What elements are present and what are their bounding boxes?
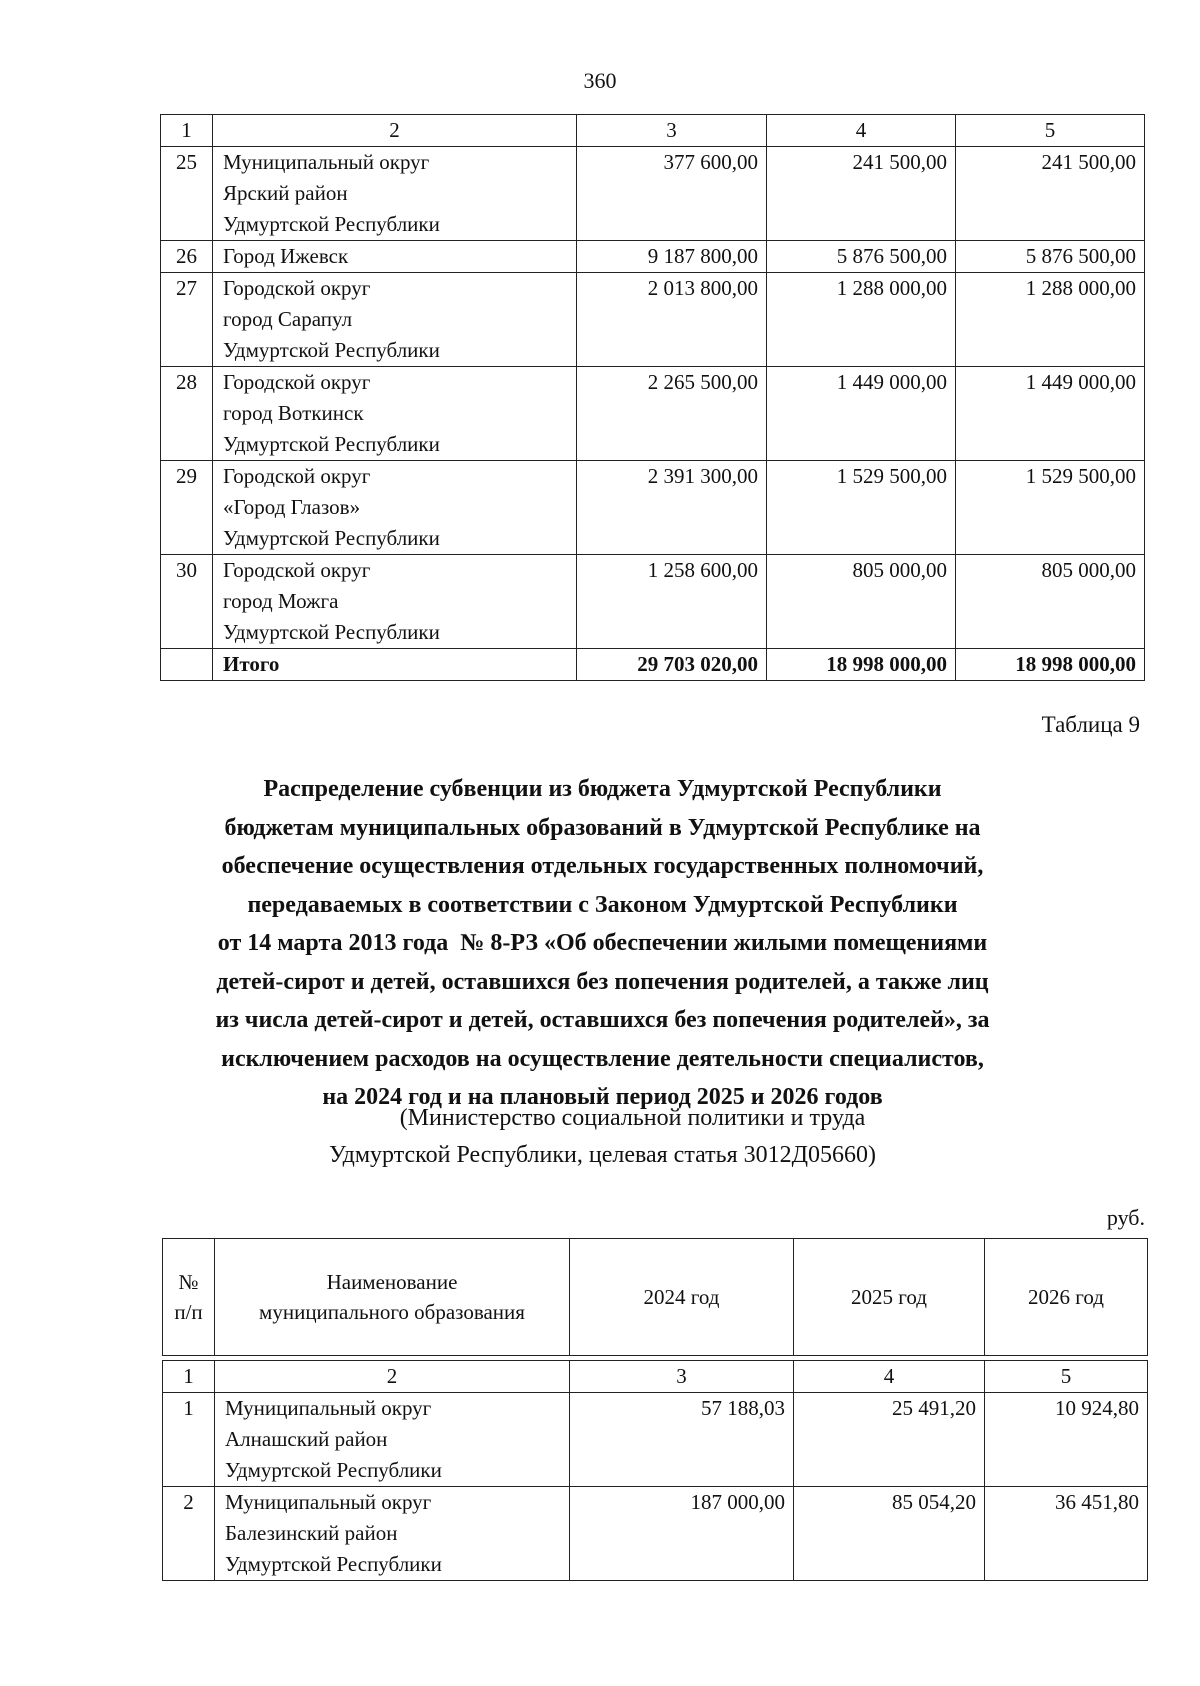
row-number: 25 (161, 147, 213, 241)
heading-line: исключением расходов на осуществление деятельности специалистов, (221, 1045, 984, 1072)
column-number: 1 (163, 1361, 215, 1393)
row-number: 28 (161, 367, 213, 461)
value-2026: 10 924,80 (985, 1393, 1148, 1487)
table-row (161, 367, 1145, 461)
value-2024: 1 258 600,00 (577, 555, 767, 649)
value-2026: 1 529 500,00 (956, 461, 1145, 555)
value-2024: 2 013 800,00 (577, 273, 767, 367)
heading-line: детей-сирот и детей, оставшихся без попечения родителей, а также лиц (216, 968, 989, 995)
municipality-name: Муниципальный округ Ярский район Удмуртской Республики (213, 147, 577, 241)
table-subheading (150, 1100, 1055, 1174)
table-row (161, 241, 1145, 273)
header-number: № п/п (163, 1239, 215, 1356)
header-row (163, 1239, 1148, 1356)
value-2026: 805 000,00 (956, 555, 1145, 649)
subheading-line: (Министерство социальной политики и труда (399, 1105, 866, 1131)
value-2025: 5 876 500,00 (767, 241, 956, 273)
row-number: 2 (163, 1487, 215, 1581)
header-2025: 2025 год (794, 1239, 985, 1356)
total-number-cell (161, 649, 213, 681)
heading-line: Распределение субвенции из бюджета Удмуртской Республики (263, 776, 942, 802)
total-label: Итого (213, 649, 577, 681)
column-number: 4 (794, 1361, 985, 1393)
column-number: 5 (956, 115, 1145, 147)
table-9 (162, 1238, 1148, 1581)
row-number: 30 (161, 555, 213, 649)
subheading-line: Удмуртской Республики, целевая статья 3012Д05660) (329, 1142, 876, 1168)
value-2024: 2 391 300,00 (577, 461, 767, 555)
row-number: 27 (161, 273, 213, 367)
column-number: 4 (767, 115, 956, 147)
value-2025: 1 288 000,00 (767, 273, 956, 367)
page-number: 360 (583, 68, 617, 93)
column-number-row (161, 115, 1145, 147)
total-2025: 18 998 000,00 (767, 649, 956, 681)
table-row (163, 1487, 1148, 1581)
row-number: 1 (163, 1393, 215, 1487)
value-2025: 805 000,00 (767, 555, 956, 649)
table-row (163, 1393, 1148, 1487)
continued-table (160, 114, 1145, 681)
value-2025: 85 054,20 (794, 1487, 985, 1581)
total-row (161, 649, 1145, 681)
municipality-name: Город Ижевск (213, 241, 577, 273)
value-2024: 2 265 500,00 (577, 367, 767, 461)
table-label: Таблица 9 (1041, 712, 1140, 737)
table-row (161, 147, 1145, 241)
heading-line: от 14 марта 2013 года № 8-РЗ «Об обеспечении жилыми помещениями (217, 930, 988, 956)
column-number: 5 (985, 1361, 1148, 1393)
column-number-row (163, 1361, 1148, 1393)
column-number: 2 (215, 1361, 570, 1393)
value-2025: 1 529 500,00 (767, 461, 956, 555)
units-label: руб. (1106, 1205, 1145, 1230)
value-2024: 377 600,00 (577, 147, 767, 241)
value-2024: 9 187 800,00 (577, 241, 767, 273)
municipality-name: Муниципальный округ Алнашский район Удмуртской Республики (215, 1393, 570, 1487)
column-number: 3 (570, 1361, 794, 1393)
table-row (161, 461, 1145, 555)
value-2024: 57 188,03 (570, 1393, 794, 1487)
municipality-name: Городской округ город Воткинск Удмуртской Республики (213, 367, 577, 461)
total-2026: 18 998 000,00 (956, 649, 1145, 681)
header-2024: 2024 год (570, 1239, 794, 1356)
column-number: 3 (577, 115, 767, 147)
heading-line: из числа детей-сирот и детей, оставшихся без попечения родителей», за (215, 1007, 990, 1033)
total-2024: 29 703 020,00 (577, 649, 767, 681)
value-2026: 5 876 500,00 (956, 241, 1145, 273)
table-row (161, 273, 1145, 367)
value-2026: 241 500,00 (956, 147, 1145, 241)
value-2025: 241 500,00 (767, 147, 956, 241)
municipality-name: Городской округ город Сарапул Удмуртской Республики (213, 273, 577, 367)
municipality-name: Городской округ «Город Глазов» Удмуртской Республики (213, 461, 577, 555)
value-2026: 1 449 000,00 (956, 367, 1145, 461)
value-2026: 36 451,80 (985, 1487, 1148, 1581)
value-2026: 1 288 000,00 (956, 273, 1145, 367)
municipality-name: Муниципальный округ Балезинский район Удмуртской Республики (215, 1487, 570, 1581)
header-2026: 2026 год (985, 1239, 1148, 1356)
heading-line: передаваемых в соответствии с Законом Удмуртской Республики (247, 891, 958, 918)
table-heading (150, 770, 1055, 1117)
row-number: 26 (161, 241, 213, 273)
header-name: Наименование муниципального образования (215, 1239, 570, 1356)
heading-line: бюджетам муниципальных образований в Удмуртской Республике на (224, 814, 981, 841)
row-number: 29 (161, 461, 213, 555)
heading-line: обеспечение осуществления отдельных государственных полномочий, (221, 853, 984, 879)
table-row (161, 555, 1145, 649)
municipality-name: Городской округ город Можга Удмуртской Республики (213, 555, 577, 649)
heading-line: на 2024 год и на плановый период 2025 и 2026 годов (322, 1084, 883, 1110)
value-2025: 25 491,20 (794, 1393, 985, 1487)
column-number: 1 (161, 115, 213, 147)
value-2025: 1 449 000,00 (767, 367, 956, 461)
column-number: 2 (213, 115, 577, 147)
value-2024: 187 000,00 (570, 1487, 794, 1581)
